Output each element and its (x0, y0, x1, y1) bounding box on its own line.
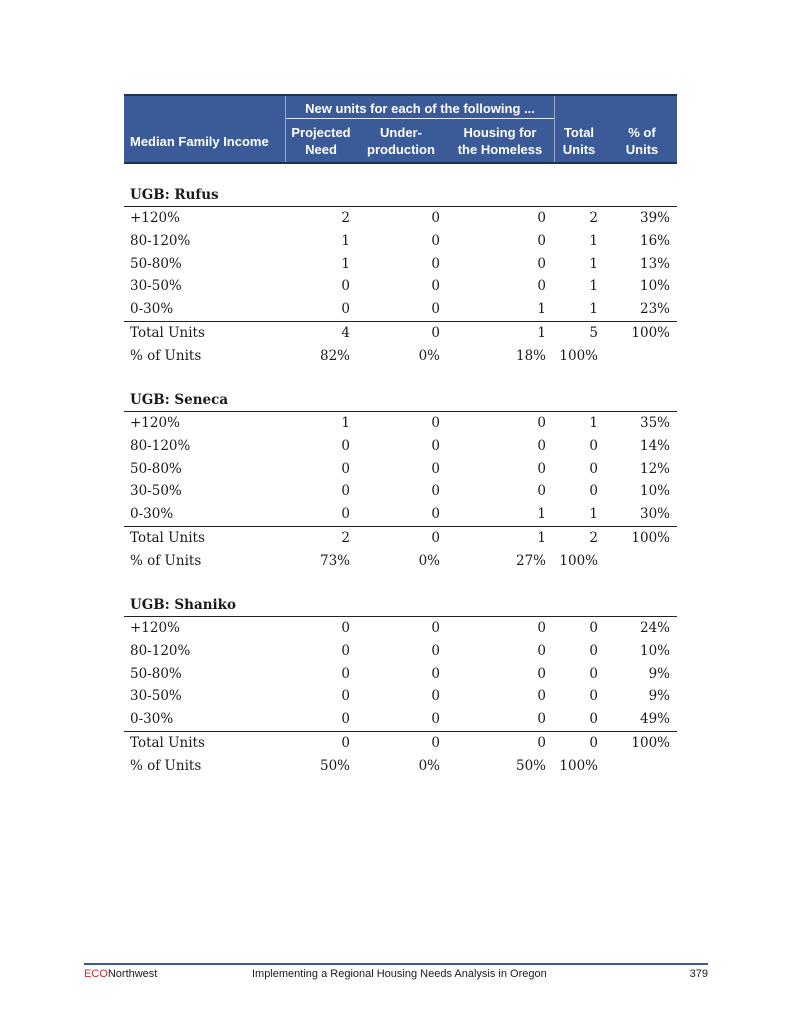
cell-value: 13% (639, 255, 670, 272)
cell-value: 0 (589, 711, 598, 728)
cell-value: 0 (537, 232, 546, 249)
cell-value: 0 (537, 415, 546, 431)
cell-value: 0 (589, 460, 598, 477)
cell-value: 0 (589, 734, 598, 751)
header-row-label: Median Family Income (130, 134, 269, 149)
table-row (124, 412, 677, 435)
row-label: 30-50% (130, 688, 182, 705)
cell-value: 0 (589, 642, 598, 659)
header-divider (285, 96, 286, 162)
table-row (124, 207, 677, 230)
cell-value: 0 (537, 711, 546, 728)
cell-value: 0 (431, 210, 440, 226)
row-label: 50-80% (130, 665, 182, 682)
cell-value: 0% (418, 552, 440, 569)
cell-value: 0 (431, 642, 440, 659)
cell-value: 0 (431, 415, 440, 431)
cell-value: 0 (537, 688, 546, 705)
cell-value: 0 (431, 734, 440, 751)
cell-value: 73% (319, 552, 350, 569)
cell-value: 0 (537, 278, 546, 295)
section-shaniko (124, 594, 677, 778)
cell-value: 27% (515, 552, 546, 569)
row-label: 50-80% (130, 255, 182, 272)
cell-value: 0 (341, 506, 350, 523)
table-row (124, 230, 677, 253)
total-row (124, 321, 677, 345)
table-row (124, 617, 677, 640)
cell-value: 24% (639, 620, 670, 636)
cell-value: 100% (631, 324, 670, 341)
cell-value: 1 (589, 301, 598, 318)
cell-value: 0 (589, 437, 598, 454)
row-label: 0-30% (130, 301, 174, 318)
cell-value: 0 (431, 483, 440, 500)
cell-value: 0 (431, 301, 440, 318)
table-row (124, 458, 677, 481)
row-label: % of Units (130, 552, 202, 569)
row-label: +120% (130, 620, 180, 636)
cell-value: 0 (431, 688, 440, 705)
cell-value: 14% (639, 437, 670, 454)
footer-page-number: 379 (689, 968, 708, 980)
cell-value: 4 (341, 324, 350, 341)
cell-value: 100% (631, 529, 670, 546)
header-divider (554, 96, 555, 162)
cell-value: 0 (431, 620, 440, 636)
cell-value: 50% (319, 757, 350, 774)
table-row (124, 663, 677, 686)
cell-value: 1 (537, 529, 546, 546)
cell-value: 0 (341, 711, 350, 728)
cell-value: 49% (639, 711, 670, 728)
cell-value: 0 (341, 301, 350, 318)
table-row (124, 253, 677, 276)
cell-value: 16% (639, 232, 670, 249)
header-underproduction: Under- production (367, 125, 435, 157)
row-label: 0-30% (130, 711, 174, 728)
cell-value: 0 (341, 642, 350, 659)
row-label: 80-120% (130, 642, 191, 659)
cell-value: 0% (418, 757, 440, 774)
cell-value: 0 (537, 437, 546, 454)
cell-value: 2 (341, 529, 350, 546)
percent-row (124, 550, 677, 573)
cell-value: 23% (639, 301, 670, 318)
cell-value: 0 (431, 665, 440, 682)
cell-value: 0 (537, 734, 546, 751)
row-label: Total Units (130, 734, 205, 751)
cell-value: 5 (589, 324, 598, 341)
cell-value: 0 (341, 437, 350, 454)
cell-value: 0 (341, 483, 350, 500)
cell-value: 10% (639, 278, 670, 295)
row-label: 30-50% (130, 483, 182, 500)
row-label: Total Units (130, 529, 205, 546)
cell-value: 0 (537, 642, 546, 659)
section-title: UGB: Seneca (124, 389, 677, 412)
cell-value: 0 (537, 210, 546, 226)
row-label: +120% (130, 210, 180, 226)
header-total-units: Total Units (562, 125, 596, 157)
row-label: % of Units (130, 757, 202, 774)
cell-value: 1 (537, 301, 546, 318)
cell-value: 0 (537, 460, 546, 477)
cell-value: 0 (431, 255, 440, 272)
cell-value: 0 (341, 620, 350, 636)
table-row (124, 640, 677, 663)
table-row (124, 503, 677, 526)
cell-value: 0 (341, 688, 350, 705)
cell-value: 12% (639, 460, 670, 477)
cell-value: 1 (537, 324, 546, 341)
cell-value: 0 (537, 255, 546, 272)
cell-value: 82% (319, 347, 350, 364)
cell-value: 1 (537, 506, 546, 523)
cell-value: 0 (341, 665, 350, 682)
cell-value: 10% (639, 642, 670, 659)
page-footer (84, 963, 708, 987)
cell-value: 0 (589, 688, 598, 705)
table-row (124, 480, 677, 503)
header-housing-homeless: Housing for the Homeless (457, 125, 543, 157)
cell-value: 0 (431, 711, 440, 728)
cell-value: 1 (341, 415, 350, 431)
cell-value: 0 (537, 620, 546, 636)
row-label: % of Units (130, 347, 202, 364)
table-row (124, 275, 677, 298)
table-header (124, 94, 677, 164)
cell-value: 2 (341, 210, 350, 226)
cell-value: 1 (589, 415, 598, 431)
cell-value: 30% (639, 506, 670, 523)
table-row (124, 435, 677, 458)
row-label: 0-30% (130, 506, 174, 523)
cell-value: 1 (589, 506, 598, 523)
cell-value: 0 (537, 665, 546, 682)
percent-row (124, 755, 677, 778)
cell-value: 1 (589, 278, 598, 295)
cell-value: 0 (431, 232, 440, 249)
cell-value: 0 (341, 460, 350, 477)
cell-value: 0 (341, 278, 350, 295)
table-row (124, 685, 677, 708)
percent-row (124, 345, 677, 368)
header-group-label: New units for each of the following ... (286, 100, 554, 119)
cell-value: 1 (589, 232, 598, 249)
cell-value: 100% (559, 552, 598, 569)
row-label: +120% (130, 415, 180, 431)
housing-units-table (124, 94, 677, 774)
header-projected-need: Projected Need (291, 125, 351, 157)
header-pct-units: % of Units (625, 125, 659, 157)
cell-value: 0 (431, 278, 440, 295)
cell-value: 18% (515, 347, 546, 364)
section-title: UGB: Rufus (124, 184, 677, 207)
footer-brand: ECONorthwest (84, 968, 158, 980)
cell-value: 0 (431, 529, 440, 546)
cell-value: 39% (639, 210, 670, 226)
row-label: 80-120% (130, 437, 191, 454)
cell-value: 100% (631, 734, 670, 751)
cell-value: 0 (431, 506, 440, 523)
cell-value: 0 (589, 665, 598, 682)
cell-value: 50% (515, 757, 546, 774)
cell-value: 1 (589, 255, 598, 272)
cell-value: 9% (648, 665, 670, 682)
cell-value: 0 (431, 437, 440, 454)
cell-value: 100% (559, 347, 598, 364)
row-label: 30-50% (130, 278, 182, 295)
cell-value: 0 (431, 324, 440, 341)
cell-value: 0 (589, 483, 598, 500)
cell-value: 35% (639, 415, 670, 431)
row-label: 50-80% (130, 460, 182, 477)
footer-document-title: Implementing a Regional Housing Needs Analysis in Oregon (252, 968, 547, 980)
cell-value: 10% (639, 483, 670, 500)
cell-value: 1 (341, 232, 350, 249)
cell-value: 2 (589, 529, 598, 546)
section-seneca (124, 389, 677, 573)
cell-value: 0 (589, 620, 598, 636)
cell-value: 0 (431, 460, 440, 477)
cell-value: 0 (341, 734, 350, 751)
row-label: Total Units (130, 324, 205, 341)
table-row (124, 708, 677, 731)
cell-value: 1 (341, 255, 350, 272)
cell-value: 2 (589, 210, 598, 226)
cell-value: 9% (648, 688, 670, 705)
section-rufus (124, 184, 677, 368)
total-row (124, 526, 677, 550)
cell-value: 100% (559, 757, 598, 774)
table-row (124, 298, 677, 321)
cell-value: 0% (418, 347, 440, 364)
cell-value: 0 (537, 483, 546, 500)
section-title: UGB: Shaniko (124, 594, 677, 617)
total-row (124, 731, 677, 755)
row-label: 80-120% (130, 232, 191, 249)
